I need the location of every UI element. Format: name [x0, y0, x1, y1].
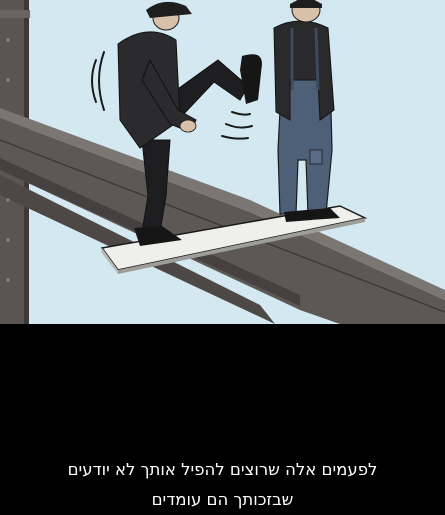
caption-line-2: שבזכותך הם עומדים	[151, 490, 294, 509]
caption	[0, 455, 445, 515]
caption-line-1: לפעמים אלה שרוצים להפיל אותך לא יודעים	[67, 460, 378, 479]
